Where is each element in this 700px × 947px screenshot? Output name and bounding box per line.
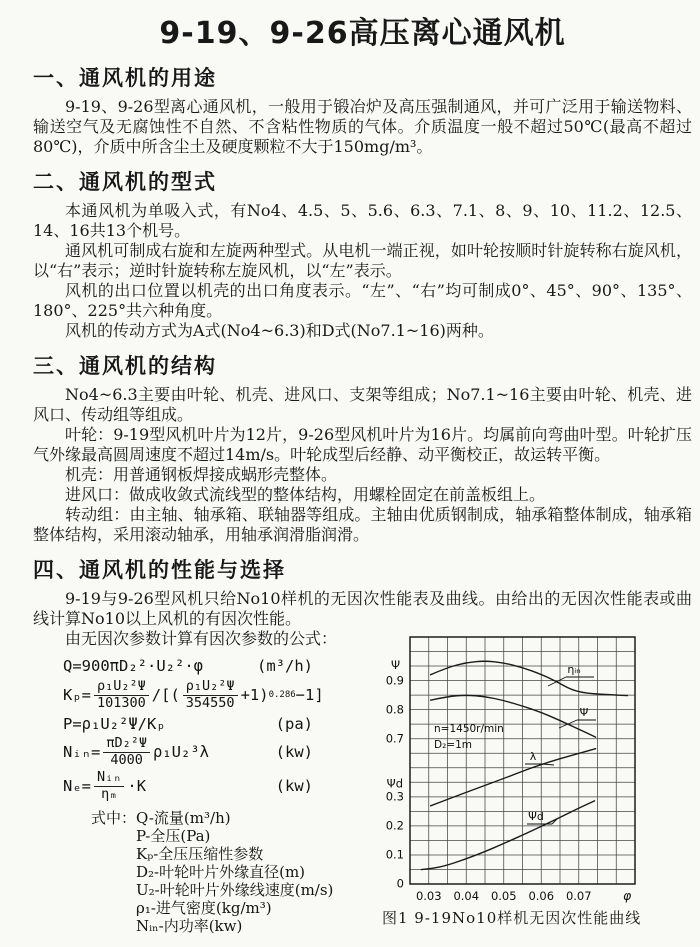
performance-chart-canvas [370,629,642,903]
y-axis-upper-label: Ψ [390,658,400,672]
formula-lhs: Nₑ= [63,777,91,795]
x-tick: 0.06 [528,889,555,903]
paragraph-structure-casing: 机壳：用普通钢板焊接成蜗形壳整体。 [65,465,338,484]
paragraph-structure-1: No4~6.3主要由叶轮、机壳、进风口、支架等组成；No7.1~16主要由叶轮、机壳、进风口、传动组等组成。 [33,385,692,424]
formula-motor-power [63,769,313,803]
fraction-numerator: ρ₁U₂²Ψ [183,679,238,696]
y-tick: 0.7 [385,731,404,746]
formula-chart-region [33,655,692,947]
paragraph-structure-inlet: 进风口：做成收敛式流线型的整体结构，用螺栓固定在前盖板组上。 [65,485,546,504]
y-tick: 0.1 [385,847,404,862]
formula-flow-rate [63,655,313,677]
y-tick: 0.8 [385,702,404,717]
x-tick: 0.03 [415,889,442,903]
y-tick: 0.3 [385,789,404,804]
y-tick: 0.2 [385,818,404,833]
formula-lhs: Kₚ= [63,686,91,704]
fraction [183,679,238,711]
exponent: 0.286 [268,689,296,700]
section-heading-usage: 一、通风机的用途 [33,66,217,90]
formula-mid: /[( [151,686,180,704]
definition-pressure: P-全压(Pa) [136,827,211,845]
definition-density: ρ₁-进气密度(kg/m³) [136,899,272,917]
x-tick: 0.07 [565,889,592,903]
fraction-denominator: 101300 [97,694,146,711]
page-title: 9-19、9-26高压离心通风机 [159,16,566,51]
formula-unit: (m³/h) [257,657,313,675]
fraction [94,679,149,711]
chart-annotation: D₂=1m [434,739,473,751]
performance-chart [370,629,646,928]
chart-annotation: n=1450r/min [434,723,504,735]
chart-curve [431,749,596,806]
formula-rhs: ·K [127,777,147,795]
formula-rhs: ρ₁U₂³λ [152,743,209,761]
formula-body: P=ρ₁U₂²Ψ/Kₚ [63,715,166,733]
paragraph-type-2: 通风机可制成右旋和左旋两种型式。从电机一端正视，如叶轮按顺时针旋转称右旋风机，以“右”表示；逆时针旋转称左旋风机，以“左”表示。 [33,241,692,280]
formula-body: Q=900πD₂²·U₂²·φ [63,657,203,675]
paragraph-usage-1: 9-19、9-26型离心通风机，一般用于锻冶炉及高压强制通风，并可广泛用于输送物料、输送空气及无腐蚀性不自然、不含粘性物质的气体。介质温度一般不超过50℃(最高不超过80℃)，介质中所含尘土及硬度颗粒不大于150mg/m³。 [33,97,692,156]
fraction [103,736,150,768]
definition-tip-speed: U₂-叶轮叶片外缘线速度(m/s) [136,881,334,899]
chart-caption: 图1 9-19No10样机无因次性能曲线 [382,909,642,927]
curve-label: λ [529,750,537,763]
fraction-denominator: 4000 [110,751,143,768]
section-heading-type: 二、通风机的型式 [33,170,217,194]
curve-label: ηᵢₙ [567,663,581,676]
paragraph-structure-drive: 转动组：由主轴、轴承箱、联轴器等组成。主轴由优质钢制成，轴承箱整体制成，轴承箱整体结构，采用滚动轴承，用轴承润滑脂润滑。 [33,505,692,544]
curve-label: Ψ [579,706,589,719]
x-tick: 0.04 [453,889,480,903]
fraction-denominator: ηₘ [101,785,118,802]
paragraph-type-4: 风机的传动方式为A式(No4~6.3)和D式(No7.1~16)两种。 [65,321,494,340]
formula-unit: (kw) [275,777,313,795]
formula-tail: −1] [295,686,324,704]
fraction-numerator: Nᵢₙ [94,770,124,787]
fraction-numerator: ρ₁U₂²Ψ [94,679,149,696]
paragraph-formula-intro: 由无因次参数计算有因次参数的公式： [65,629,338,648]
y-tick: 0 [396,876,404,891]
definition-flow: Q-流量(m³/h) [136,809,231,827]
y-tick: 0.9 [385,673,404,688]
fraction-denominator: 354550 [185,694,235,711]
definition-diameter: D₂-叶轮叶片外缘直径(m) [136,863,306,881]
paragraph-type-3: 风机的出口位置以机壳的出口角度表示。“左”、“右”均可制成0°、45°、90°、135°、180°、225°共六种角度。 [33,281,692,320]
curve-label: Ψd [528,810,544,823]
paragraph-structure-impeller: 叶轮：9-19型风机叶片为12片，9-26型风机叶片为16片。均属前向弯曲叶型。叶轮扩压气外缘最高圆周速度不超过14m/s。叶轮成型后经静、动平衡校正，故运转平衡。 [33,425,692,464]
x-tick: 0.05 [490,889,517,903]
paragraph-type-1: 本通风机为单吸入式，有No4、4.5、5、5.6、6.3、7.1、8、9、10、11.2、12.5、14、16共13个机号。 [33,201,692,240]
formula-tail: +1) [240,686,269,704]
section-heading-performance: 四、通风机的性能与选择 [33,558,286,582]
definition-kp: Kₚ-全压压缩性参数 [136,845,264,863]
fraction-numerator: πD₂²Ψ [103,736,150,753]
formula-lhs: Nᵢₙ= [63,743,101,761]
where-label: 式中： [91,809,137,827]
formula-internal-power [63,735,313,769]
formula-compressibility [63,677,403,713]
fraction [94,770,124,802]
formula-unit: (pa) [275,715,313,733]
paragraph-performance-1: 9-19与9-26型风机只给No10样机的无因次性能表及曲线。由给出的无因次性能表或曲线计算No10以上风机的有因次性能。 [33,589,692,628]
section-heading-structure: 三、通风机的结构 [33,354,217,378]
formula-pressure [63,713,313,735]
x-axis-label: φ [623,888,632,903]
formula-unit: (kw) [275,743,313,761]
definition-internal-power: Nᵢₙ-内功率(kw) [136,917,243,935]
y-axis-lower-label: Ψd [386,776,403,791]
